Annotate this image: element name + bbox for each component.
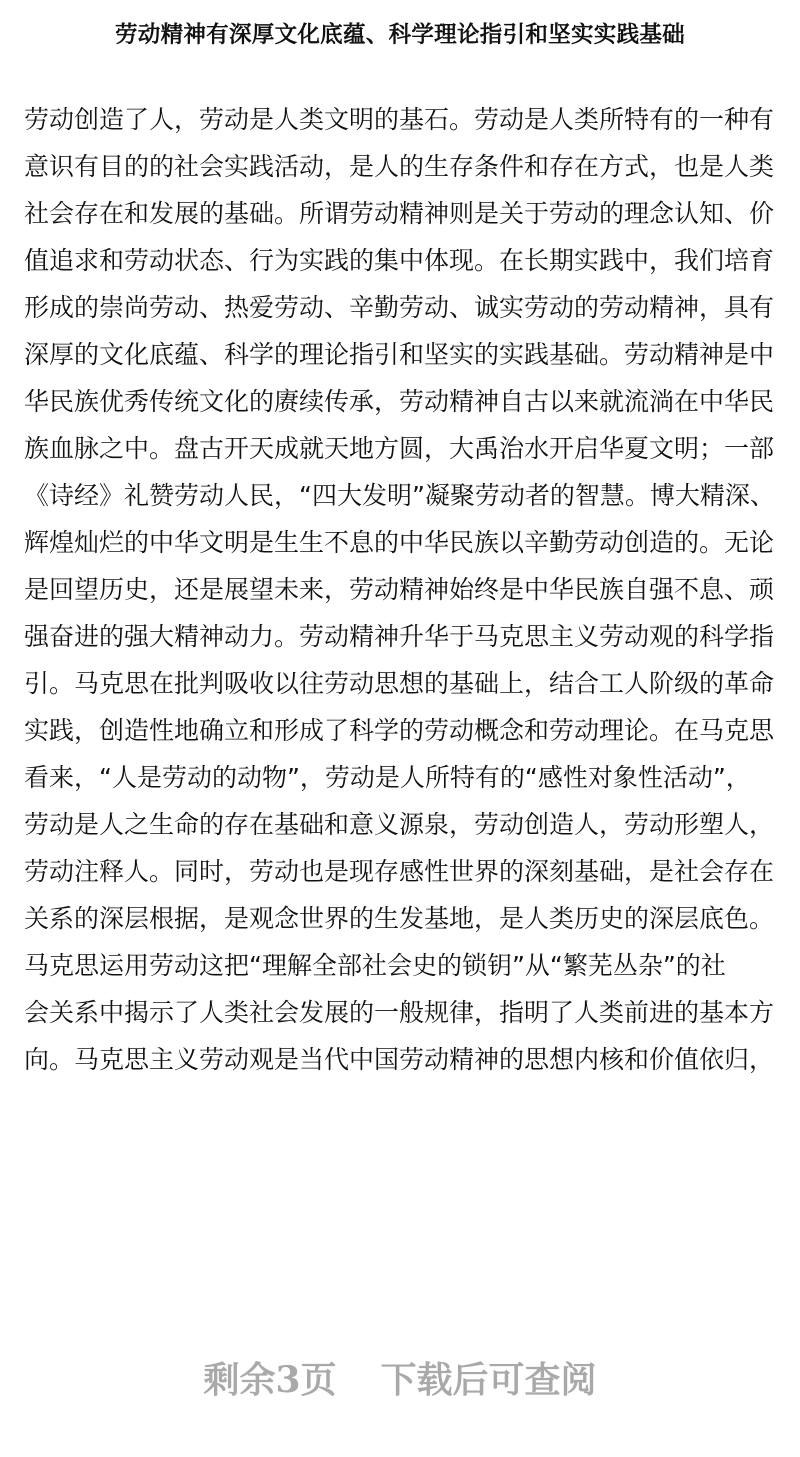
text-line: 劳动是人之生命的存在基础和意义源泉，劳动创造人，劳动形塑人， xyxy=(24,810,775,839)
text-line: 华民族优秀传统文化的赓续传承，劳动精神自古以来就流淌在中华民 xyxy=(24,387,775,416)
remaining-pages-label[interactable]: 剩余3页 xyxy=(203,1359,337,1401)
text-line: 马克思运用劳动这把“理解全部社会史的锁钥”从“繁芜丛杂”的社 xyxy=(24,951,726,980)
text-line: 形成的崇尚劳动、热爱劳动、辛勤劳动、诚实劳动的劳动精神，具有 xyxy=(24,293,775,322)
text-line: 会关系中揭示了人类社会发展的一般规律，指明了人类前进的基本方 xyxy=(24,998,775,1027)
text-line: 是回望历史，还是展望未来，劳动精神始终是中华民族自强不息、顽 xyxy=(24,575,775,604)
text-line: 深厚的文化底蕴、科学的理论指引和坚实的实践基础。劳动精神是中 xyxy=(24,340,775,369)
text-line: 引。马克思在批判吸收以往劳动思想的基础上，结合工人阶级的革命 xyxy=(24,669,775,698)
text-line: 强奋进的强大精神动力。劳动精神升华于马克思主义劳动观的科学指 xyxy=(24,622,775,651)
document-title: 劳动精神有深厚文化底蕴、科学理论指引和坚实实践基础 xyxy=(114,22,685,48)
text-line: 看来，“人是劳动的动物”，劳动是人所特有的“感性对象性活动”， xyxy=(24,763,751,792)
text-line: 《诗经》礼赞劳动人民，“四大发明”凝聚劳动者的智慧。博大精深、 xyxy=(24,481,775,510)
download-hint-label[interactable]: 下载后可查阅 xyxy=(380,1359,597,1401)
article-body xyxy=(24,96,784,1083)
download-prompt[interactable] xyxy=(0,1352,800,1408)
text-line: 劳动注释人。同时，劳动也是现存感性世界的深刻基础，是社会存在 xyxy=(24,857,775,886)
text-line: 辉煌灿烂的中华文明是生生不息的中华民族以辛勤劳动创造的。无论 xyxy=(24,528,775,557)
text-line: 实践，创造性地确立和形成了科学的劳动概念和劳动理论。在马克思 xyxy=(24,716,775,745)
text-line: 社会存在和发展的基础。所谓劳动精神则是关于劳动的理念认知、价 xyxy=(24,199,775,228)
text-line: 意识有目的的社会实践活动，是人的生存条件和存在方式，也是人类 xyxy=(24,152,775,181)
text-line: 劳动创造了人，劳动是人类文明的基石。劳动是人类所特有的一种有 xyxy=(24,105,775,134)
text-line: 关系的深层根据，是观念世界的生发基地，是人类历史的深层底色。 xyxy=(24,904,775,933)
text-line: 值追求和劳动状态、行为实践的集中体现。在长期实践中，我们培育 xyxy=(24,246,775,275)
text-line: 族血脉之中。盘古开天成就天地方圆，大禹治水开启华夏文明；一部 xyxy=(24,434,775,463)
text-line: 向。马克思主义劳动观是当代中国劳动精神的思想内核和价值依归， xyxy=(24,1045,775,1074)
